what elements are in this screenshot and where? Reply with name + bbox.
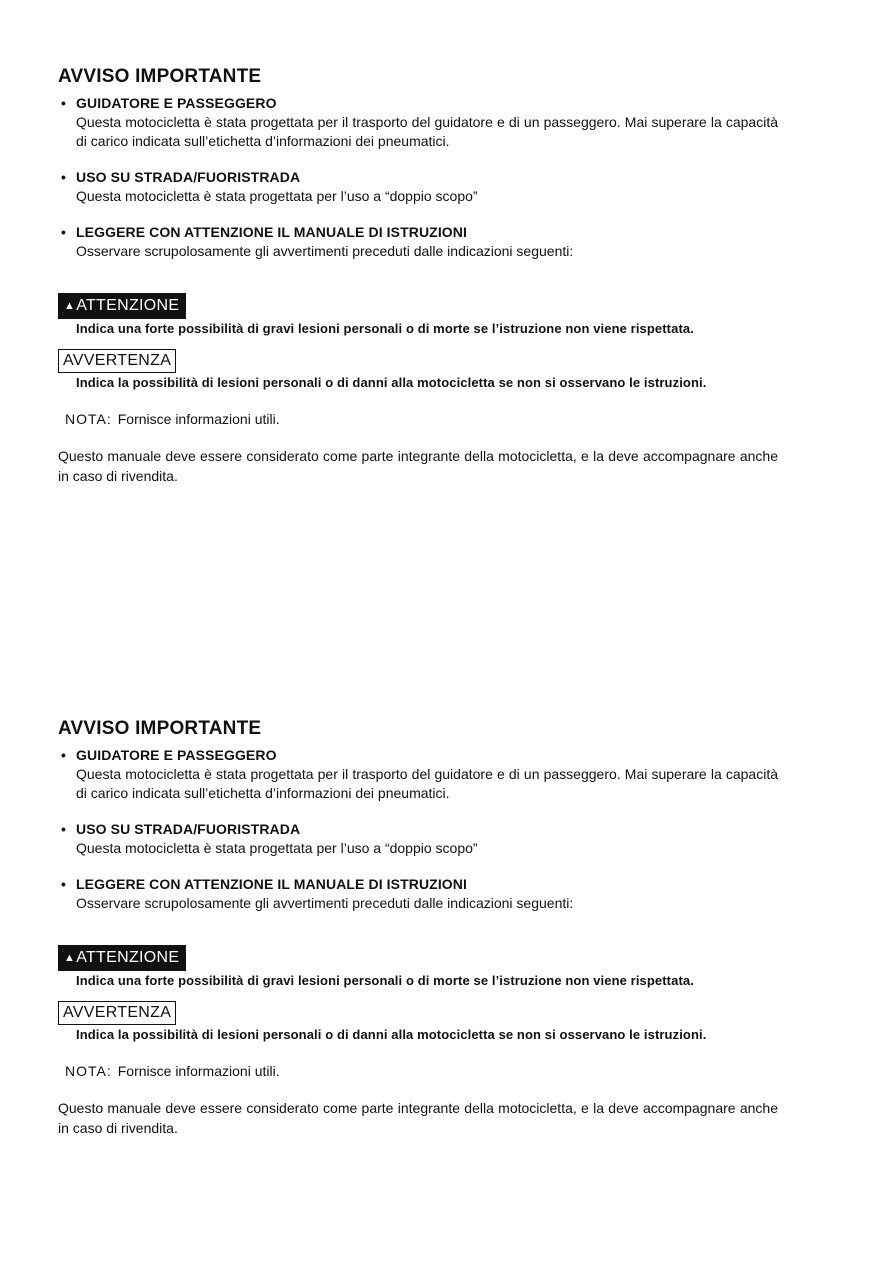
warning-badge (58, 293, 186, 319)
item-heading: GUIDATORE E PASSEGGERO (76, 95, 277, 111)
list-item (58, 746, 778, 803)
closing-text: Questo manuale deve essere considerato come parte integrante della motocicletta, e la deve accompagnare anche in caso di rivendita. (58, 448, 778, 484)
bullet-icon: • (61, 169, 66, 185)
note-label: NOTA: (65, 1063, 112, 1079)
bullet-icon: • (61, 747, 66, 763)
warning-badge (58, 945, 186, 971)
page-title: AVVISO IMPORTANTE (58, 718, 262, 739)
note-text: Fornisce informazioni utili. (117, 411, 280, 427)
item-heading: LEGGERE CON ATTENZIONE IL MANUALE DI ISTRUZIONI (76, 224, 467, 240)
note-label: NOTA: (65, 411, 112, 427)
bullet-icon: • (61, 876, 66, 892)
item-text: Questa motocicletta è stata progettata per l’uso a “doppio scopo” (76, 840, 478, 856)
warning-label: ATTENZIONE (76, 297, 180, 314)
item-text: Questa motocicletta è stata progettata per il trasporto del guidatore e di un passeggero. Mai superare la capacità di carico indicata sull’etichetta d’informazioni dei pneumatici. (76, 114, 778, 149)
list-item (58, 820, 778, 858)
note-text: Fornisce informazioni utili. (117, 1063, 280, 1079)
list-item (58, 94, 778, 151)
item-heading: LEGGERE CON ATTENZIONE IL MANUALE DI ISTRUZIONI (76, 876, 467, 892)
list-item (58, 168, 778, 206)
item-heading: GUIDATORE E PASSEGGERO (76, 747, 277, 763)
caution-badge: AVVERTENZA (58, 1001, 176, 1025)
item-text: Questa motocicletta è stata progettata per l’uso a “doppio scopo” (76, 188, 478, 204)
warning-triangle-icon: ▲ (64, 952, 76, 964)
caution-text: Indica la possibilità di lesioni personali o di danni alla motocicletta se non si osservano le istruzioni. (76, 375, 707, 390)
caution-text: Indica la possibilità di lesioni personali o di danni alla motocicletta se non si osservano le istruzioni. (76, 1027, 707, 1042)
closing-text: Questo manuale deve essere considerato come parte integrante della motocicletta, e la deve accompagnare anche in caso di rivendita. (58, 1100, 778, 1136)
warning-triangle-icon: ▲ (64, 300, 76, 312)
item-text: Questa motocicletta è stata progettata per il trasporto del guidatore e di un passeggero. Mai superare la capacità di carico indicata sull’etichetta d’informazioni dei pneumatici. (76, 766, 778, 801)
bullet-icon: • (61, 821, 66, 837)
list-item (58, 223, 778, 261)
warning-label: ATTENZIONE (76, 949, 180, 966)
page-title: AVVISO IMPORTANTE (58, 66, 262, 87)
notice-block (58, 66, 778, 486)
caution-badge: AVVERTENZA (58, 349, 176, 373)
warning-text: Indica una forte possibilità di gravi lesioni personali o di morte se l’istruzione non viene rispettata. (76, 321, 694, 336)
notice-block (58, 718, 778, 1138)
note (58, 409, 778, 429)
bullet-icon: • (61, 224, 66, 240)
item-heading: USO SU STRADA/FUORISTRADA (76, 169, 301, 185)
list-item (58, 875, 778, 913)
item-heading: USO SU STRADA/FUORISTRADA (76, 821, 301, 837)
note (58, 1061, 778, 1081)
item-text: Osservare scrupolosamente gli avvertimenti preceduti dalle indicazioni seguenti: (76, 895, 574, 911)
warning-text: Indica una forte possibilità di gravi lesioni personali o di morte se l’istruzione non viene rispettata. (76, 973, 694, 988)
bullet-icon: • (61, 95, 66, 111)
item-text: Osservare scrupolosamente gli avvertimenti preceduti dalle indicazioni seguenti: (76, 243, 574, 259)
